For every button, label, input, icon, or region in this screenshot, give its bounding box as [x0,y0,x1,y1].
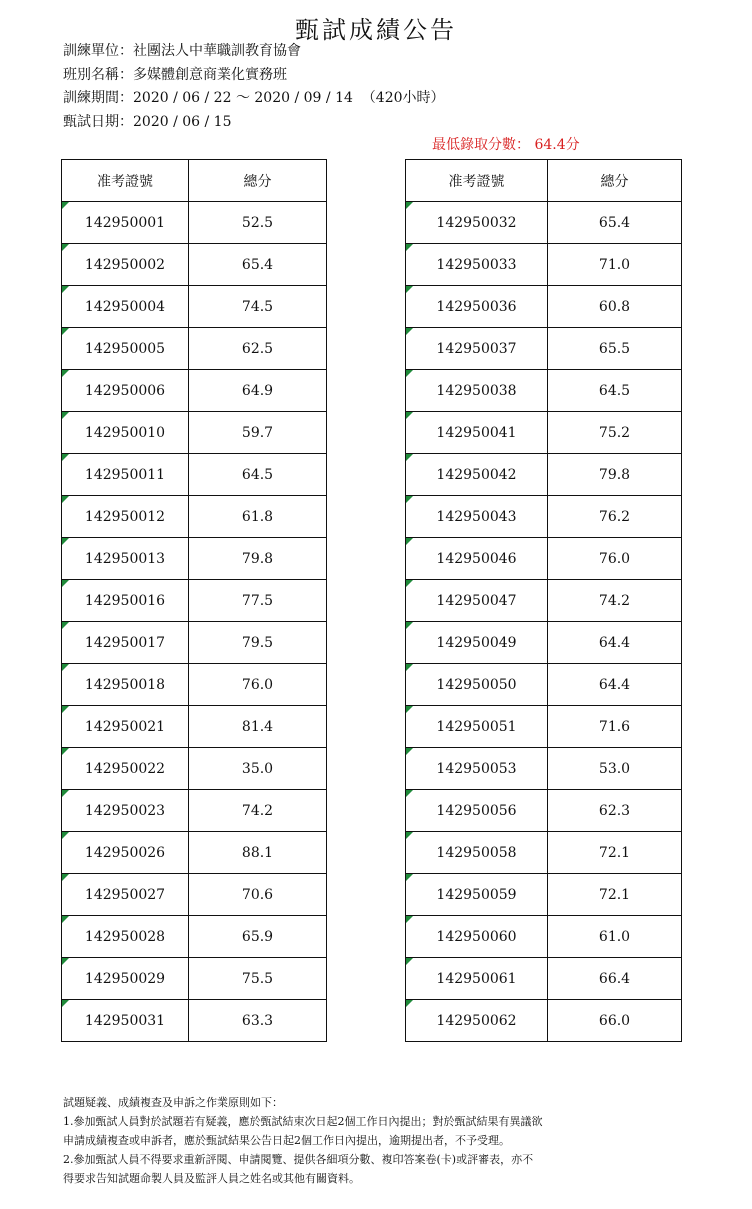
note-line: 申請成績複查或申訴者，應於甄試結果公告日起2個工作日內提出，逾期提出者，不予受理。 [63,1134,510,1147]
total-score-cell: 64.4 [548,664,682,706]
exam-number-cell: 142950027 [62,874,189,916]
exam-number-cell: 142950021 [62,706,189,748]
table-row [62,832,327,874]
exam-number-cell: 142950022 [62,748,189,790]
training-period: 訓練期間：2020 / 06 / 22 ～ 2020 / 09 / 14 （420小時） [63,90,445,106]
total-score-cell: 66.0 [548,1000,682,1042]
exam-number-cell: 142950011 [62,454,189,496]
total-score-cell: 65.5 [548,328,682,370]
page-title: 甄試成績公告 [295,16,457,44]
table-row [406,286,682,328]
table-row [406,958,682,1000]
exam-number-cell: 142950059 [406,874,548,916]
exam-number-cell: 142950026 [62,832,189,874]
table-row [62,790,327,832]
total-score-cell: 61.0 [548,916,682,958]
total-score-cell: 76.0 [548,538,682,580]
exam-number-cell: 142950023 [62,790,189,832]
table-row [62,748,327,790]
exam-number-cell: 142950006 [62,370,189,412]
total-score-cell: 61.8 [189,496,327,538]
exam-number-cell: 142950031 [62,1000,189,1042]
exam-number-cell: 142950047 [406,580,548,622]
total-score-cell: 65.4 [548,202,682,244]
exam-number-cell: 142950029 [62,958,189,1000]
total-score-cell: 71.6 [548,706,682,748]
total-score-cell: 66.4 [548,958,682,1000]
total-score-cell: 63.3 [189,1000,327,1042]
exam-number-cell: 142950049 [406,622,548,664]
total-score-cell: 79.8 [548,454,682,496]
exam-number-cell: 142950018 [62,664,189,706]
exam-number-cell: 142950060 [406,916,548,958]
table-row [406,538,682,580]
total-score-cell: 76.2 [548,496,682,538]
note-line: 得要求告知試題命製人員及監評人員之姓名或其他有關資料。 [63,1172,360,1185]
total-score-cell: 79.5 [189,622,327,664]
total-score-cell: 75.5 [189,958,327,1000]
exam-number-cell: 142950013 [62,538,189,580]
total-score-cell: 64.5 [189,454,327,496]
total-score-cell: 75.2 [548,412,682,454]
table-row [62,496,327,538]
note-line: 2.參加甄試人員不得要求重新評閱、申請閱覽、提供各細項分數、複印答案卷(卡)或評審表，亦不 [63,1153,534,1166]
note-line: 1.參加甄試人員對於試題若有疑義，應於甄試結束次日起2個工作日內提出；對於甄試結果有異議欲 [63,1115,543,1128]
table-row [62,706,327,748]
table-row [406,748,682,790]
total-score-cell: 77.5 [189,580,327,622]
table-row [406,496,682,538]
table-row [406,202,682,244]
exam-number-cell: 142950061 [406,958,548,1000]
table-row [62,244,327,286]
table-row [406,664,682,706]
header-exam-number: 准考證號 [406,160,548,202]
notes-heading: 試題疑義、成績複查及申訴之作業原則如下： [63,1096,283,1109]
table-row [62,958,327,1000]
table-row [406,454,682,496]
score-table-left [61,159,327,1042]
exam-number-cell: 142950004 [62,286,189,328]
table-header-row [62,160,327,202]
table-row [62,412,327,454]
total-score-cell: 62.5 [189,328,327,370]
total-score-cell: 52.5 [189,202,327,244]
exam-number-cell: 142950062 [406,1000,548,1042]
total-score-cell: 71.0 [548,244,682,286]
table-row [62,916,327,958]
table-row [406,412,682,454]
table-row [406,244,682,286]
exam-number-cell: 142950043 [406,496,548,538]
exam-number-cell: 142950017 [62,622,189,664]
exam-number-cell: 142950038 [406,370,548,412]
table-row [62,580,327,622]
exam-number-cell: 142950037 [406,328,548,370]
table-row [62,286,327,328]
exam-number-cell: 142950002 [62,244,189,286]
notes [63,1093,693,1188]
table-row [406,706,682,748]
exam-number-cell: 142950016 [62,580,189,622]
table-row [62,202,327,244]
exam-date: 甄試日期：2020 / 06 / 15 [63,113,232,130]
exam-number-cell: 142950053 [406,748,548,790]
total-score-cell: 72.1 [548,832,682,874]
exam-number-cell: 142950010 [62,412,189,454]
table-row [406,370,682,412]
exam-number-cell: 142950041 [406,412,548,454]
table-row [406,580,682,622]
exam-number-cell: 142950058 [406,832,548,874]
exam-number-cell: 142950012 [62,496,189,538]
exam-number-cell: 142950001 [62,202,189,244]
table-row [62,1000,327,1042]
total-score-cell: 74.2 [189,790,327,832]
table-row [406,1000,682,1042]
total-score-cell: 74.5 [189,286,327,328]
minimum-admission-score: 最低錄取分數： 64.4分 [432,137,580,153]
table-row [406,874,682,916]
table-row [406,916,682,958]
table-row [62,874,327,916]
total-score-cell: 72.1 [548,874,682,916]
exam-number-cell: 142950033 [406,244,548,286]
total-score-cell: 79.8 [189,538,327,580]
total-score-cell: 74.2 [548,580,682,622]
total-score-cell: 35.0 [189,748,327,790]
exam-number-cell: 142950051 [406,706,548,748]
header-total-score: 總分 [548,160,682,202]
exam-number-cell: 142950050 [406,664,548,706]
table-row [62,664,327,706]
exam-number-cell: 142950028 [62,916,189,958]
exam-number-cell: 142950042 [406,454,548,496]
training-unit: 訓練單位：社團法人中華職訓教育協會 [63,43,301,59]
exam-number-cell: 142950032 [406,202,548,244]
exam-number-cell: 142950046 [406,538,548,580]
exam-number-cell: 142950005 [62,328,189,370]
exam-number-cell: 142950056 [406,790,548,832]
table-row [406,622,682,664]
table-row [62,328,327,370]
total-score-cell: 62.3 [548,790,682,832]
table-row [62,622,327,664]
total-score-cell: 88.1 [189,832,327,874]
header-total-score: 總分 [189,160,327,202]
total-score-cell: 70.6 [189,874,327,916]
exam-number-cell: 142950036 [406,286,548,328]
total-score-cell: 64.4 [548,622,682,664]
header-exam-number: 准考證號 [62,160,189,202]
total-score-cell: 64.9 [189,370,327,412]
total-score-cell: 53.0 [548,748,682,790]
table-header-row [406,160,682,202]
total-score-cell: 76.0 [189,664,327,706]
table-row [406,832,682,874]
table-row [62,370,327,412]
course-info [63,40,445,134]
total-score-cell: 59.7 [189,412,327,454]
total-score-cell: 65.9 [189,916,327,958]
class-name: 班別名稱：多媒體創意商業化實務班 [63,66,287,83]
total-score-cell: 60.8 [548,286,682,328]
table-row [406,790,682,832]
total-score-cell: 81.4 [189,706,327,748]
table-row [62,538,327,580]
total-score-cell: 65.4 [189,244,327,286]
score-table-right [405,159,682,1042]
table-row [62,454,327,496]
table-row [406,328,682,370]
total-score-cell: 64.5 [548,370,682,412]
